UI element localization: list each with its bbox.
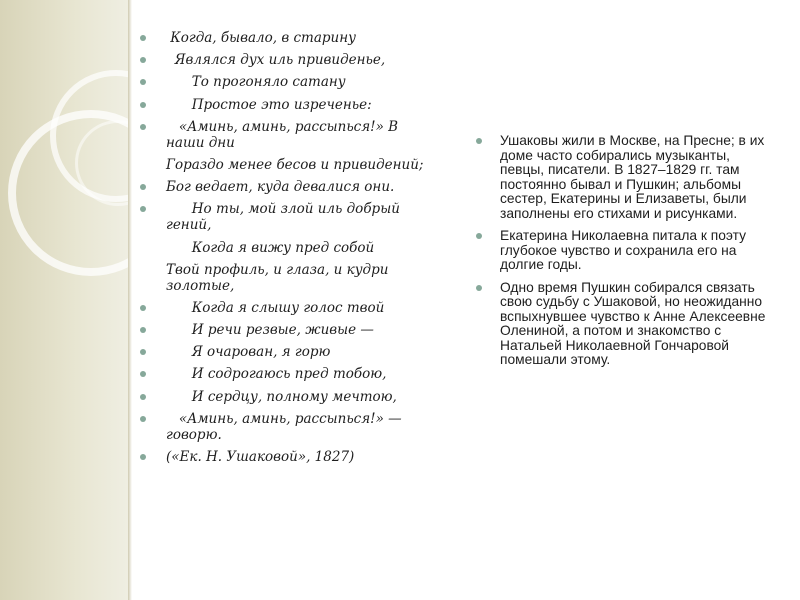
poem-line bbox=[138, 52, 438, 68]
poem-line bbox=[138, 262, 438, 294]
poem-line-text: Гораздо менее бесов и привидений; bbox=[166, 156, 424, 173]
poem-column bbox=[138, 30, 438, 471]
poem-line-text: «Аминь, аминь, рассыпься!» В наши дни bbox=[166, 118, 403, 151]
poem-line-text: То прогоняло сатану bbox=[166, 74, 346, 91]
bullet-icon bbox=[140, 102, 146, 108]
bullet-icon bbox=[476, 233, 482, 239]
poem-line bbox=[138, 389, 438, 405]
poem-line-text: Когда, бывало, в старину bbox=[166, 30, 356, 46]
poem-line bbox=[138, 300, 438, 316]
poem-source bbox=[138, 449, 438, 465]
bullet-icon bbox=[140, 349, 146, 355]
bullet-icon bbox=[140, 454, 146, 460]
poem-line-text: И содрогаюсь пред тобою, bbox=[166, 366, 387, 383]
poem-line-text: Простое это изреченье: bbox=[166, 96, 372, 113]
decorative-side-band bbox=[0, 0, 128, 600]
poem-line-text: И речи резвые, живые — bbox=[166, 322, 374, 339]
poem-line bbox=[138, 97, 438, 113]
poem-line bbox=[138, 74, 438, 90]
note-text: Ушаковы жили в Москве, на Пресне; в их доме часто собирались музыканты, певцы, писатели. В 1827–1829 гг. там постоянно бывал и Пушкин; альбомы сестер, Екатерины и Елизаветы, были заполнены его стихами и рисунками. bbox=[500, 133, 765, 221]
note-paragraph bbox=[472, 229, 772, 273]
poem-line bbox=[138, 366, 438, 382]
bullet-icon bbox=[140, 371, 146, 377]
poem-line bbox=[138, 30, 438, 46]
poem-line bbox=[138, 344, 438, 360]
bullet-icon bbox=[140, 305, 146, 311]
bullet-icon bbox=[140, 79, 146, 85]
bullet-icon bbox=[140, 416, 146, 422]
bullet-icon bbox=[476, 285, 482, 291]
bullet-icon bbox=[140, 184, 146, 190]
poem-line bbox=[138, 322, 438, 338]
poem-line-text: Когда я вижу пред собой bbox=[166, 239, 375, 256]
note-text: Одно время Пушкин собирался связать свою судьбу с Ушаковой, но неожиданно вспыхнувшее чувство к Анне Алексеевне Олениной, а потом и знакомство с Натальей Николаевной Гончаровой помешали этому. bbox=[500, 279, 766, 367]
poem-line bbox=[138, 411, 438, 443]
bullet-icon bbox=[140, 124, 146, 130]
notes-column bbox=[472, 134, 772, 376]
bullet-icon bbox=[140, 394, 146, 400]
poem-line bbox=[138, 201, 438, 233]
poem-line bbox=[138, 157, 438, 173]
poem-source-text: («Ек. Н. Ушаковой», 1827) bbox=[166, 449, 355, 465]
note-paragraph bbox=[472, 134, 772, 221]
bullet-icon bbox=[140, 57, 146, 63]
bullet-icon bbox=[140, 35, 146, 41]
poem-line bbox=[138, 240, 438, 256]
poem-line-text: Но ты, мой злой иль добрый гений, bbox=[166, 201, 405, 234]
poem-line-text: Я очарован, я горю bbox=[166, 344, 331, 361]
poem-line-text: «Аминь, аминь, рассыпься!» — говорю. bbox=[166, 410, 406, 443]
poem-line bbox=[138, 179, 438, 195]
poem-line-text: Твой профиль, и глаза, и кудри золотые, bbox=[166, 261, 393, 294]
poem-line-text: Являлся дух иль привиденье, bbox=[166, 52, 386, 69]
poem-line bbox=[138, 119, 438, 151]
poem-line-text: Бог ведает, куда девалися они. bbox=[166, 179, 395, 196]
bullet-icon bbox=[476, 138, 482, 144]
note-paragraph bbox=[472, 281, 772, 368]
bullet-icon bbox=[140, 206, 146, 212]
band-edge bbox=[128, 0, 132, 600]
note-text: Екатерина Николаевна питала к поэту глубокое чувство и сохранила его на долгие годы. bbox=[500, 228, 747, 272]
poem-line-text: Когда я слышу голос твой bbox=[166, 299, 385, 316]
bullet-icon bbox=[140, 327, 146, 333]
poem-line-text: И сердцу, полному мечтою, bbox=[166, 388, 397, 405]
